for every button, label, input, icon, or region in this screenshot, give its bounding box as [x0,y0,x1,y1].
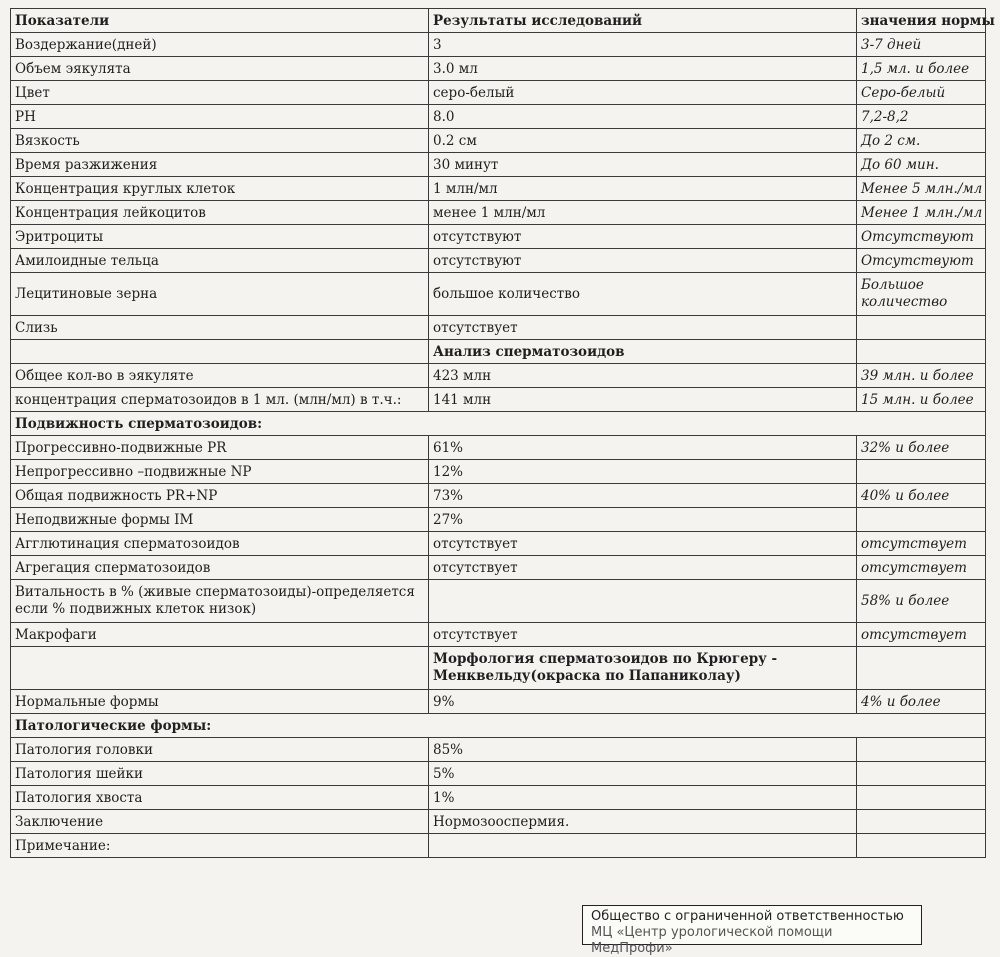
param-name: Непрогрессивно –подвижные NP [11,460,429,484]
section-row [11,647,986,690]
table-header-row [11,9,986,33]
param-norm [857,316,986,340]
table-row [11,57,986,81]
empty-cell [11,340,429,364]
param-value: отсутствует [429,623,857,647]
param-name: Общее кол-во в эякуляте [11,364,429,388]
table-row [11,556,986,580]
param-norm: 7,2-8,2 [857,105,986,129]
conclusion-row [11,810,986,834]
table-row [11,201,986,225]
note-value [429,834,857,858]
param-value: 9% [429,690,857,714]
table-row [11,153,986,177]
empty-cell [857,834,986,858]
section-row [11,412,986,436]
header-result: Результаты исследований [429,9,857,33]
param-name: Концентрация лейкоцитов [11,201,429,225]
param-name: Эритроциты [11,225,429,249]
param-name: Прогрессивно-подвижные PR [11,436,429,460]
param-norm: отсутствует [857,556,986,580]
note-label: Примечание: [11,834,429,858]
param-norm: Серо-белый [857,81,986,105]
param-name: Неподвижные формы IM [11,508,429,532]
param-norm: Менее 1 млн./мл [857,201,986,225]
param-value: большое количество [429,273,857,316]
param-norm [857,508,986,532]
empty-cell [857,810,986,834]
param-name: Витальность в % (живые сперматозоиды)-определяется если % подвижных клеток низок) [11,580,429,623]
param-name: Патология хвоста [11,786,429,810]
table-row [11,484,986,508]
conclusion-value: Нормозооспермия. [429,810,857,834]
param-norm: Отсутствуют [857,225,986,249]
table-row [11,460,986,484]
empty-cell [11,647,429,690]
param-name: Общая подвижность PR+NP [11,484,429,508]
morphology-title: Морфология сперматозоидов по Крюгеру - Менквельду(окраска по Папаниколау) [429,647,857,690]
table-row [11,508,986,532]
param-value: 8.0 [429,105,857,129]
param-norm [857,460,986,484]
param-name: Лецитиновые зерна [11,273,429,316]
param-norm: 32% и более [857,436,986,460]
empty-cell [857,340,986,364]
empty-cell [857,786,986,810]
param-name: Агглютинация сперматозоидов [11,532,429,556]
header-parameter: Показатели [11,9,429,33]
param-value: 3 [429,33,857,57]
table-row [11,177,986,201]
param-value: 27% [429,508,857,532]
param-name: Воздержание(дней) [11,33,429,57]
table-row [11,580,986,623]
stamp-line-1: Общество с ограниченной ответственностью [591,909,904,924]
table-row [11,105,986,129]
table-row [11,81,986,105]
param-norm: отсутствует [857,532,986,556]
param-norm: 3-7 дней [857,33,986,57]
param-value: 5% [429,762,857,786]
param-norm: 1,5 мл. и более [857,57,986,81]
motility-title: Подвижность сперматозоидов: [11,412,986,436]
section-row [11,340,986,364]
param-value: 73% [429,484,857,508]
param-norm: До 2 см. [857,129,986,153]
table-row [11,364,986,388]
empty-cell [857,762,986,786]
param-value: 0.2 см [429,129,857,153]
param-name: Цвет [11,81,429,105]
param-name: PH [11,105,429,129]
sperm-section-title: Анализ сперматозоидов [429,340,857,364]
param-value: отсутствует [429,532,857,556]
table-row [11,316,986,340]
note-row [11,834,986,858]
param-name: Нормальные формы [11,690,429,714]
param-value: отсутствует [429,556,857,580]
table-row [11,623,986,647]
table-row [11,388,986,412]
section-row [11,714,986,738]
table-row [11,33,986,57]
param-value: 141 млн [429,388,857,412]
param-name: концентрация сперматозоидов в 1 мл. (млн/мл) в т.ч.: [11,388,429,412]
table-row [11,690,986,714]
param-value: отсутствуют [429,249,857,273]
param-norm: отсутствует [857,623,986,647]
param-name: Патология шейки [11,762,429,786]
stamp-line-2: МЦ «Центр урологической помощи МедПрофи» [591,925,833,956]
param-value: отсутствует [429,316,857,340]
clinic-stamp [582,905,922,956]
table-row [11,225,986,249]
param-norm: До 60 мин. [857,153,986,177]
param-value: 423 млн [429,364,857,388]
param-value: 3.0 мл [429,57,857,81]
table-row [11,129,986,153]
param-norm: Менее 5 млн./мл [857,177,986,201]
header-norm: значения нормы [857,9,986,33]
param-name: Макрофаги [11,623,429,647]
table-row [11,762,986,786]
param-name: Агрегация сперматозоидов [11,556,429,580]
param-name: Вязкость [11,129,429,153]
table-row [11,786,986,810]
param-norm: 15 млн. и более [857,388,986,412]
empty-cell [857,647,986,690]
param-value: 12% [429,460,857,484]
table-row [11,273,986,316]
param-norm: Отсутствуют [857,249,986,273]
param-name: Патология головки [11,738,429,762]
param-value: 1% [429,786,857,810]
table-row [11,532,986,556]
param-value: серо-белый [429,81,857,105]
param-norm: Большое количество [857,273,986,316]
param-name: Время разжижения [11,153,429,177]
param-norm: 40% и более [857,484,986,508]
param-value: отсутствуют [429,225,857,249]
table-row [11,738,986,762]
param-value [429,580,857,623]
param-value: менее 1 млн/мл [429,201,857,225]
table-row [11,249,986,273]
pathology-title: Патологические формы: [11,714,986,738]
param-norm: 4% и более [857,690,986,714]
conclusion-label: Заключение [11,810,429,834]
param-name: Амилоидные тельца [11,249,429,273]
results-table [10,8,995,858]
param-norm: 58% и более [857,580,986,623]
param-name: Объем эякулята [11,57,429,81]
param-name: Слизь [11,316,429,340]
param-value: 85% [429,738,857,762]
param-name: Концентрация круглых клеток [11,177,429,201]
param-value: 1 млн/мл [429,177,857,201]
table-row [11,436,986,460]
param-norm: 39 млн. и более [857,364,986,388]
param-value: 30 минут [429,153,857,177]
empty-cell [857,738,986,762]
param-value: 61% [429,436,857,460]
